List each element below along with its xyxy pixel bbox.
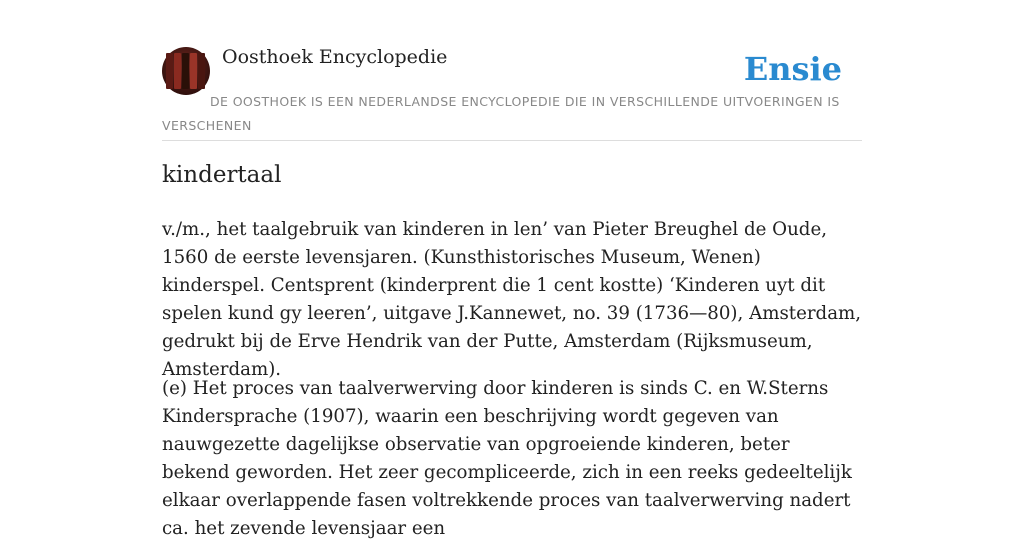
brand-logo-link[interactable]: Ensie [743,50,842,88]
article-paragraph-2: (e) Het proces van taalverwerving door kinderen is sinds C. en W.Sterns Kindersprache (1907), waarin een beschrijving wordt gegeven van nauwgezette dagelijkse observatie van opgroeiende kinderen, beter bekend geworden. Het zeer gecompliceerde, zich in een reeks gedeeltelijk elkaar overlappende fasen voltrekkende proces van taalverwerving nadert ca. het zevende levensjaar een [162,378,852,539]
site-name[interactable]: Oosthoek Encyclopedie [222,46,448,68]
article-title: kindertaal [162,162,282,188]
article-paragraph-1: v./m., het taalgebruik van kinderen in len’ van Pieter Breughel de Oude, 1560 de eerste levensjaren. (Kunsthistorisches Museum, Wenen) kinderspel. Centsprent (kinderprent die 1 cent kostte) ‘Kinderen uyt dit spelen kund gy leeren’, uitgave J.Kannewet, no. 39 (1736—80), Amsterdam, gedrukt bij de Erve Hendrik van der Putte, Amsterdam (Rijksmuseum, Amsterdam). [162,219,862,380]
site-avatar[interactable] [162,47,210,95]
page [162,0,862,539]
site-tagline: DE OOSTHOEK IS EEN NEDERLANDSE ENCYCLOPEDIE DIE IN VERSCHILLENDE UITVOERINGEN IS VERSCHENEN [162,94,840,133]
site-header [162,0,862,141]
